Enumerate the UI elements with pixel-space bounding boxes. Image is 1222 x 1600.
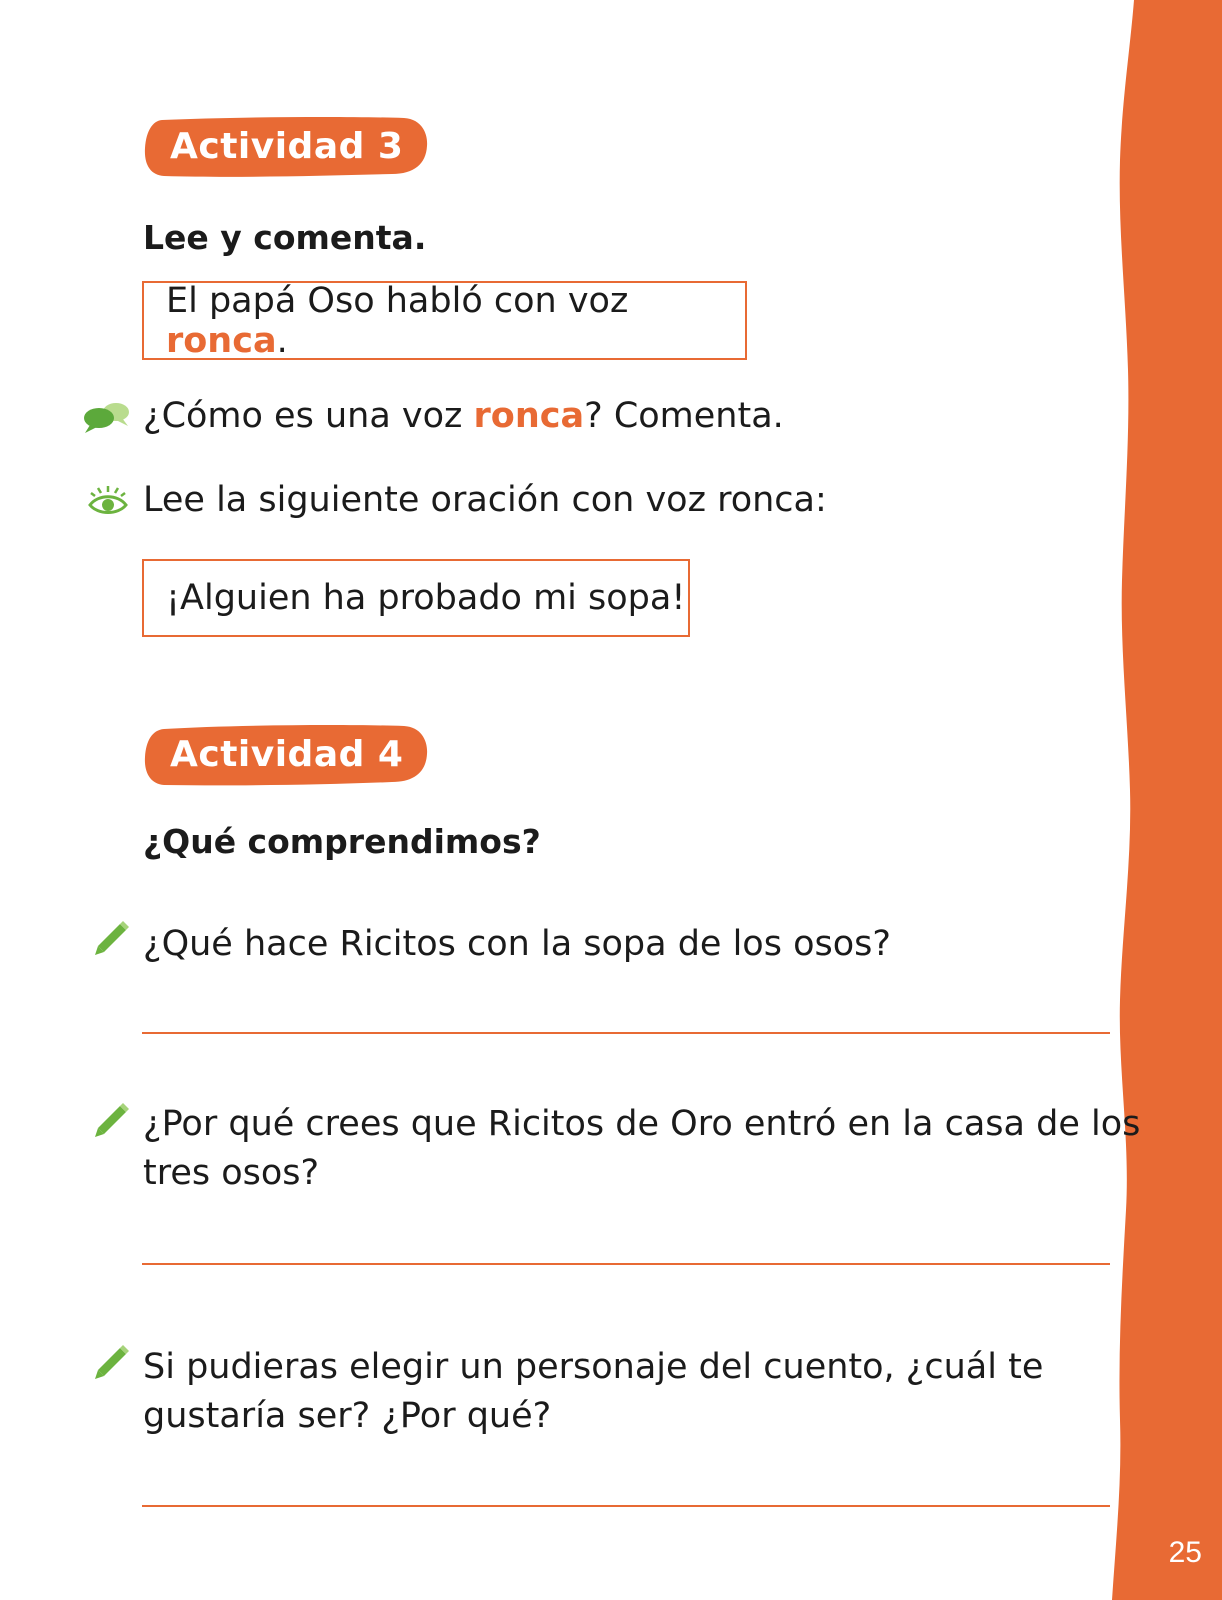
answer-line-2[interactable] [142,1263,1110,1265]
highlight-word: ronca [473,396,585,436]
question-1: ¿Qué hace Ricitos con la sopa de los osos? [143,924,891,964]
activity-4-badge [142,724,428,786]
highlight-word: ronca [166,320,277,361]
pencil-icon [92,1342,132,1382]
eye-icon [88,484,128,516]
activity-4-heading: ¿Qué comprendimos? [143,822,541,861]
speech-bubbles-icon [82,400,132,434]
read-instruction: Lee la siguiente oración con voz ronca: [143,480,827,520]
activity-3-heading: Lee y comenta. [143,218,427,257]
activity-3-badge [142,116,428,178]
question-3: Si pudieras elegir un personaje del cuento, ¿cuál te gustaría ser? ¿Por qué? [143,1347,1044,1436]
answer-line-1[interactable] [142,1032,1110,1034]
activity-3-title: Actividad 3 [170,126,404,167]
page-number: 25 [1168,1536,1202,1569]
pencil-icon [92,918,132,958]
answer-line-3[interactable] [142,1505,1110,1507]
activity-4-title: Actividad 4 [170,734,404,775]
sentence-2-text: ¡Alguien ha probado mi sopa! [166,578,686,618]
question-2: ¿Por qué crees que Ricitos de Oro entró en la casa de los tres osos? [143,1104,1141,1193]
sentence-box-1 [142,281,747,360]
sentence-box-2 [142,559,690,637]
side-decorative-band [1112,0,1222,1600]
voice-question: ¿Cómo es una voz ronca? Comenta. [143,396,784,436]
pencil-icon [92,1100,132,1140]
sentence-1-text: El papá Oso habló con voz ronca. [166,280,629,361]
